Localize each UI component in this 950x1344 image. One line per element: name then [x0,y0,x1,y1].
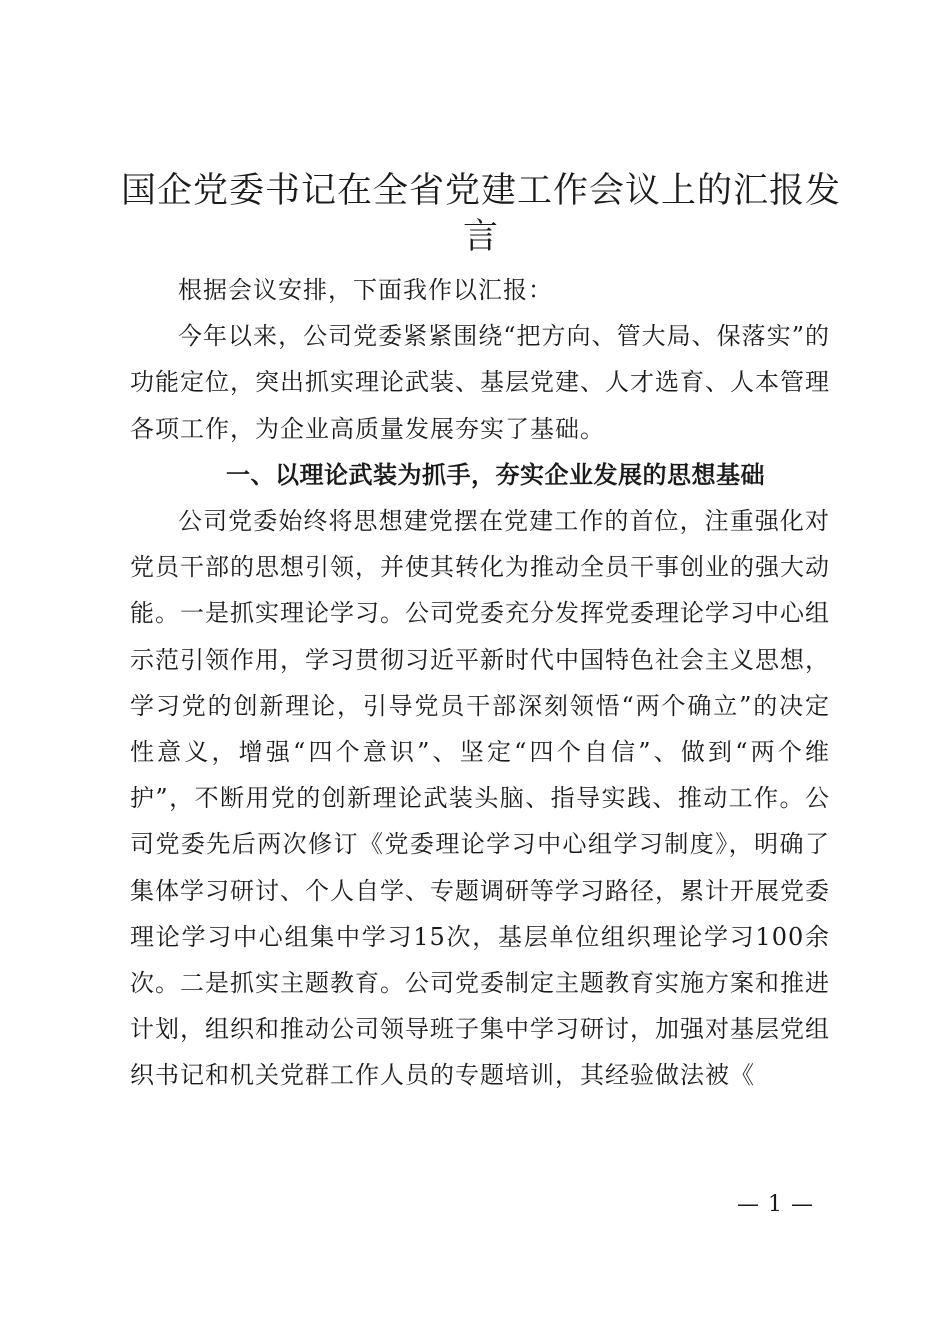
page-number: — 1 — [737,1192,814,1217]
paragraph-overview: 今年以来，公司党委紧紧围绕“把方向、管大局、保落实”的功能定位，突出抓实理论武装、基层党建、人才选育、人本管理各项工作，为企业高质量发展夯实了基础。 [130,322,830,443]
paragraph-intro: 根据会议安排，下面我作以汇报： [178,276,553,304]
section-heading-1: 一、以理论武装为抓手，夯实企业发展的思想基础 [226,460,765,489]
document-body [130,267,830,1099]
paragraph-section-1: 公司党委始终将思想建党摆在党建工作的首位，注重强化对党员干部的思想引领，并使其转化为推动全员干事创业的强大动能。一是抓实理论学习。公司党委充分发挥党委理论学习中心组示范引领作用，学习贯彻习近平新时代中国特色社会主义思想，学习党的创新理论，引导党员干部深刻领悟“两个确立”的决定性意义，增强“四个意识”、坚定“四个自信”、做到“两个维护”，不断用党的创新理论武装头脑、指导实践、推动工作。公司党委先后两次修订《党委理论学习中心组学习制度》，明确了集体学习研讨、个人自学、专题调研等学习路径，累计开展党委理论学习中心组集中学习15次，基层单位组织理论学习100余次。二是抓实主题教育。公司党委制定主题教育实施方案和推进计划，组织和推动公司领导班子集中学习研讨，加强对基层党组织书记和机关党群工作人员的专题培训，其经验做法被《 [130,507,830,1090]
document-title: 国企党委书记在全省党建工作会议上的汇报发言 [120,171,841,257]
